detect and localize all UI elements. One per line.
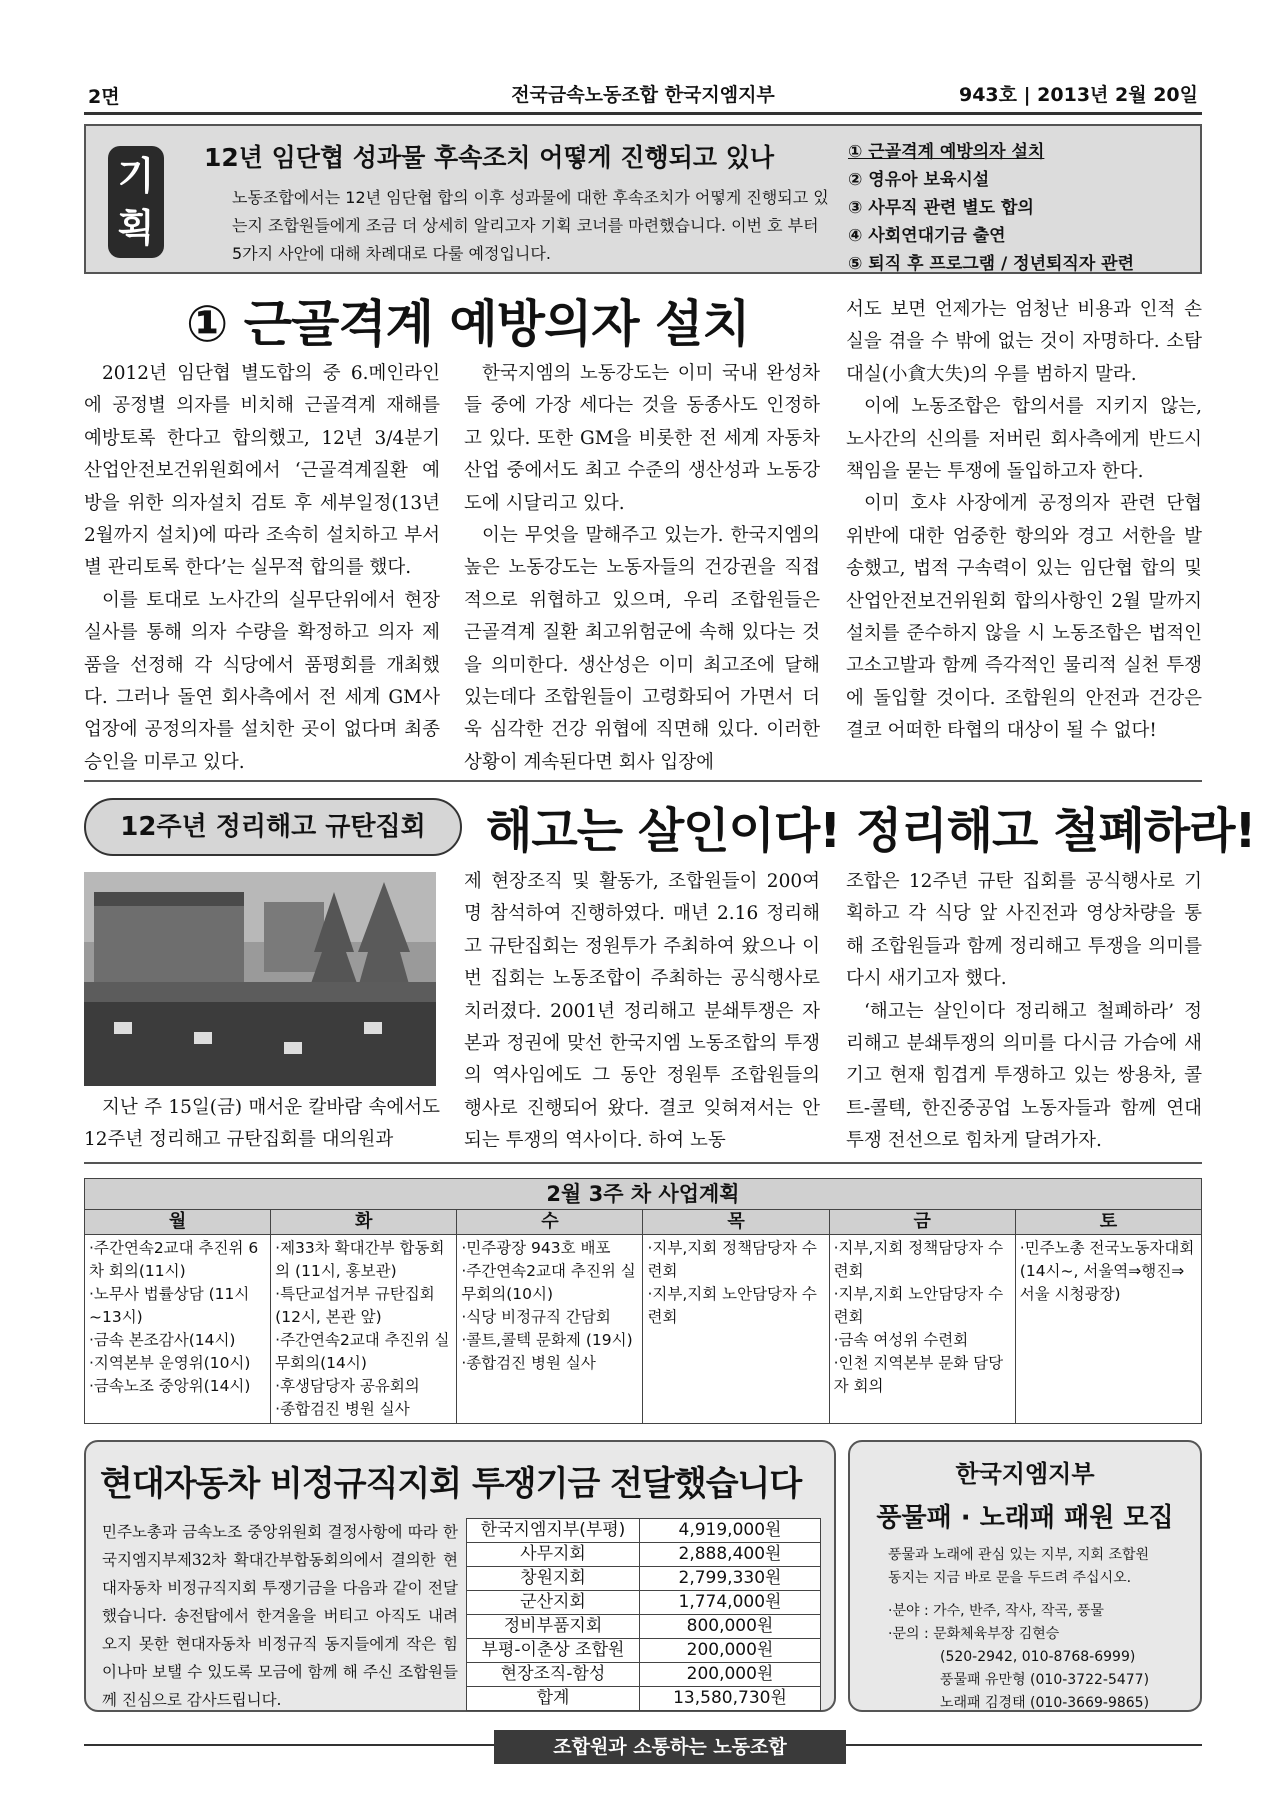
article-paragraph: 이는 무엇을 말해주고 있는가. 한국지엠의 높은 노동강도는 노동자들의 건강권을 직접적으로 위협하고 있으며, 우리 조합원들은 근골격계 질환 최고위험군에 속해 있다는 것을 의미한다. 생산성은 이미 최고조에 달해 있는데다 조합원들이 고령화되어 가면서 더욱 심각한 건강 위협에 직면해 있다. 이러한 상황이 계속된다면 회사 입장에 [464, 525, 820, 773]
fund-amount: 200,000원 [640, 1639, 821, 1663]
table-row [467, 1663, 821, 1687]
schedule-item: ·민주노총 전국노동자대회(14시~, 서울역⇒행진⇒서울 시청광장) [1019, 1239, 1195, 1303]
recruit-org: 한국지엠지부 [955, 1460, 1095, 1488]
schedule-item: ·인천 지역본부 문화 담당자 회의 [833, 1354, 1004, 1395]
fund-amount: 4,919,000원 [640, 1519, 821, 1543]
schedule-cell-fri [829, 1235, 1015, 1424]
rally-headline: 해고는 살인이다! 정리해고 철폐하라! [486, 803, 1256, 859]
recruit-pungmul-contact: 풍물패 유만형 (010-3722-5477) [940, 1672, 1150, 1688]
fund-total-amount: 13,580,730원 [640, 1687, 821, 1711]
schedule-item: ·금속 본조감사(14시) [89, 1331, 236, 1349]
fund-title: 현대자동차 비정규직지회 투쟁기금 전달했습니다 [100, 1464, 802, 1504]
recruit-details [888, 1544, 1200, 1715]
weekly-schedule-table [84, 1178, 1202, 1424]
recruit-song-contact: 노래패 김경태 (010-3669-9865) [940, 1695, 1150, 1711]
article-paragraph: 이미 호샤 사장에게 공정의자 관련 단협 위반에 대한 엄중한 항의와 경고 서한을 발송했고, 법적 구속력이 있는 임단협 합의 및 산업안전보건위원회 합의사항인 2월 말까지 설치를 준수하지 않을 시 노동조합은 법적인 고소고발과 함께 즉각적인 물리적 실천 투쟁에 돌입할 것이다. 조합원의 안전과 건강은 결코 어떠한 타협의 대상이 될 수 없다! [846, 493, 1202, 742]
day-header: 토 [1015, 1210, 1201, 1235]
recruit-contact: ·문의 : 문화체육부장 김현승 [888, 1626, 1060, 1642]
schedule-item: ·종합검진 병원 실사 [461, 1354, 596, 1372]
recruit-title: 풍물패 · 노래패 패원 모집 [876, 1503, 1174, 1533]
fund-branch: 사무지회 [467, 1543, 640, 1567]
fund-branch: 정비부품지회 [467, 1615, 640, 1639]
schedule-cell-sat [1015, 1235, 1201, 1424]
article-paragraph: ‘해고는 살인이다 정리해고 철폐하라’ 정리해고 분쇄투쟁의 의미를 다시금 가슴에 새기고 현재 힘겹게 투쟁하고 있는 쌍용차, 콜트-콜텍, 한진중공업 노동자들과 함께 연대투쟁 전선으로 힘차게 달려가자. [846, 1000, 1202, 1152]
fund-delivery-box [84, 1440, 836, 1712]
plan-topic-item: ⑤ 퇴직 후 프로그램 / 정년퇴직자 관련 [848, 254, 1135, 274]
article1-column-1 [84, 358, 440, 779]
fund-branch: 한국지엠지부(부평) [467, 1519, 640, 1543]
schedule-cell-wed [457, 1235, 643, 1424]
article-paragraph: 지난 주 15일(금) 매서운 칼바람 속에서도 12주년 정리해고 규탄집회를 대의원과 [84, 1097, 440, 1151]
table-row [467, 1687, 821, 1711]
schedule-cell-tue [271, 1235, 457, 1424]
fund-branch: 창원지회 [467, 1567, 640, 1591]
recruit-line: 동지는 지금 바로 문을 두드려 주십시오. [888, 1570, 1132, 1586]
day-header: 월 [85, 1210, 271, 1235]
schedule-item: ·민주광장 943호 배포 [461, 1239, 611, 1257]
article-paragraph: 제 현장조직 및 활동가, 조합원들이 200여명 참석하여 진행하였다. 매년 2.16 정리해고 규탄집회는 정원투가 주최하여 왔으나 이번 집회는 노동조합이 주최하는 공식행사로 치러졌다. 2001년 정리해고 분쇄투쟁은 자본과 정권에 맞선 한국지엠 노동조합의 투쟁의 역사임에도 그 동안 정원투 조합원들의 행사로 진행되어 왔다. 결코 잊혀져서는 안 되는 투쟁의 역사이다. 하여 노동 [464, 871, 820, 1152]
article1-headline: ① 근골격계 예방의자 설치 [186, 295, 750, 353]
recruit-field: ·분야 : 가수, 반주, 작사, 작곡, 풍물 [888, 1603, 1104, 1619]
article2-column-2 [464, 866, 820, 1158]
plan-topic-item: ③ 사무직 관련 별도 합의 [848, 198, 1034, 218]
table-row [467, 1519, 821, 1543]
article-paragraph: 서도 보면 언제가는 엄청난 비용과 인적 손실을 겪을 수 밖에 없는 것이 자명하다. 소탐대실(小貪大失)의 우를 범하지 말라. [846, 299, 1202, 385]
schedule-item: ·특단교섭거부 규탄집회 (12시, 본관 앞) [275, 1285, 435, 1326]
schedule-item: ·식당 비정규직 간담회 [461, 1308, 611, 1326]
table-row [467, 1639, 821, 1663]
organization-name: 전국금속노동조합 한국지엠지부 [511, 84, 775, 106]
article-paragraph: 조합은 12주년 규탄 집회를 공식행사로 기획하고 각 식당 앞 사진전과 영상차량을 통해 조합원들과 함께 정리해고 투쟁을 의미를 다시 새기고자 했다. [846, 871, 1202, 990]
day-header: 목 [643, 1210, 829, 1235]
section-divider [84, 780, 1202, 782]
feature-badge: 기획 [108, 146, 164, 258]
article-paragraph: 한국지엠의 노동강도는 이미 국내 완성차들 중에 가장 세다는 것을 동종사도 인정하고 있다. 또한 GM을 비롯한 전 세계 자동차산업 중에서도 최고 수준의 생산성과 노동강도에 시달리고 있다. [464, 363, 820, 514]
fund-branch: 현장조직-함성 [467, 1663, 640, 1687]
rally-photo [84, 872, 436, 1086]
fund-branch: 군산지회 [467, 1591, 640, 1615]
fund-amount: 800,000원 [640, 1615, 821, 1639]
rally-photo-image [84, 872, 436, 1086]
schedule-item: ·주간연속2교대 추진위 실무회의(10시) [461, 1262, 636, 1303]
page-header [84, 72, 1202, 115]
recruit-line: 풍물과 노래에 관심 있는 지부, 지회 조합원 [888, 1547, 1150, 1563]
article-paragraph: 2012년 임단협 별도합의 중 6.메인라인에 공정별 의자를 비치해 근골격계 재해를 예방토록 한다고 합의했고, 12년 3/4분기 산업안전보건위원회에서 ‘근골격계질환 예방을 위한 의자설치 검토 후 세부일정(13년 2월까지 설치)에 따라 조속히 설치하고 부서별 관리토록 한다’는 실무적 합의를 했다. [84, 363, 440, 579]
fund-amount: 2,888,400원 [640, 1543, 821, 1567]
fund-amount: 1,774,000원 [640, 1591, 821, 1615]
issue-date: 943호 | 2013년 2월 20일 [958, 84, 1198, 106]
recruitment-box [848, 1440, 1202, 1712]
day-header: 수 [457, 1210, 643, 1235]
fund-description: 민주노총과 금속노조 중앙위원회 결정사항에 따라 한국지엠지부제32차 확대간부합동회의에서 결의한 현대자동차 비정규직지회 투쟁기금을 다음과 같이 전달했습니다. 송전탑에서 한겨울을 버티고 아직도 내려오지 못한 현대자동차 비정규직 동지들에게 작은 힘이나마 보탤 수 있도록 모금에 함께 해 주신 조합원들께 진심으로 감사드립니다. [102, 1523, 458, 1709]
schedule-title: 2월 3주 차 사업계획 [85, 1179, 1202, 1210]
plan-topic-list [848, 138, 1134, 278]
schedule-item: ·금속노조 중앙위(14시) [89, 1377, 251, 1395]
recruit-contact-tel: (520-2942, 010-8768-6999) [940, 1649, 1136, 1665]
plan-title: 12년 임단협 성과물 후속조치 어떻게 진행되고 있나 [204, 143, 775, 172]
feature-plan-box [84, 124, 1202, 274]
schedule-item: ·지부,지회 노안담당자 수련회 [833, 1285, 1004, 1326]
schedule-cell-mon [85, 1235, 271, 1424]
section-divider [84, 1162, 1202, 1164]
schedule-item: ·금속 여성위 수련회 [833, 1331, 969, 1349]
article1-column-2 [464, 358, 820, 779]
plan-topic-item: ① 근골격계 예방의자 설치 [848, 142, 1045, 162]
schedule-item: ·지부,지회 정책담당자 수련회 [833, 1239, 1004, 1280]
table-row [467, 1567, 821, 1591]
fund-branch: 부평-이춘상 조합원 [467, 1639, 640, 1663]
schedule-item: ·콜트,콜텍 문화제 (19시) [461, 1331, 633, 1349]
schedule-cell-thu [643, 1235, 829, 1424]
schedule-item: ·노무사 법률상담 (11시~13시) [89, 1285, 250, 1326]
article2-column-3 [846, 866, 1202, 1158]
day-header: 금 [829, 1210, 1015, 1235]
page-number: 2면 [88, 86, 120, 108]
schedule-item: ·제33차 확대간부 합동회의 (11시, 홍보관) [275, 1239, 445, 1280]
article2-column-1 [84, 1092, 440, 1157]
schedule-item: ·지부,지회 노안담당자 수련회 [647, 1285, 817, 1326]
fund-amount: 2,799,330원 [640, 1567, 821, 1591]
schedule-item: ·주간연속2교대 추진위 6차 회의(11시) [89, 1239, 259, 1280]
plan-description: 노동조합에서는 12년 임단협 합의 이후 성과물에 대한 후속조치가 어떻게 진행되고 있는지 조합원들에게 조금 더 상세히 알리고자 기획 코너를 마련했습니다. 이번 호 부터 5가지 사안에 대해 차례대로 다룰 예정입니다. [232, 188, 829, 263]
schedule-item: ·주간연속2교대 추진위 실무회의(14시) [275, 1331, 450, 1372]
schedule-item: ·지역본부 운영위(10시) [89, 1354, 251, 1372]
day-header: 화 [271, 1210, 457, 1235]
fund-total-label: 합계 [467, 1687, 640, 1711]
schedule-item: ·종합검진 병원 실사 [275, 1400, 410, 1418]
article1-column-3 [846, 294, 1202, 748]
fund-amount-table [466, 1518, 821, 1711]
table-row [467, 1591, 821, 1615]
fund-amount: 200,000원 [640, 1663, 821, 1687]
table-row [467, 1543, 821, 1567]
schedule-item: ·후생담당자 공유회의 [275, 1377, 420, 1395]
rally-tag: 12주년 정리해고 규탄집회 [84, 798, 462, 856]
article-paragraph: 이를 토대로 노사간의 실무단위에서 현장실사를 통해 의자 수량을 확정하고 의자 제품을 선정해 각 식당에서 품평회를 개최했다. 그러나 돌연 회사측에서 전 세계 GM사업장에 공정의자를 설치한 곳이 없다며 최종 승인을 미루고 있다. [84, 589, 440, 773]
article-paragraph: 이에 노동조합은 합의서를 지키지 않는, 노사간의 신의를 저버린 회사측에게 반드시 책임을 묻는 투쟁에 돌입하고자 한다. [846, 396, 1202, 483]
footer-slogan: 조합원과 소통하는 노동조합 [494, 1730, 846, 1764]
table-row [467, 1615, 821, 1639]
plan-topic-item: ② 영유아 보육시설 [848, 170, 990, 190]
schedule-item: ·지부,지회 정책담당자 수련회 [647, 1239, 817, 1280]
plan-topic-item: ④ 사회연대기금 출연 [848, 226, 1006, 246]
